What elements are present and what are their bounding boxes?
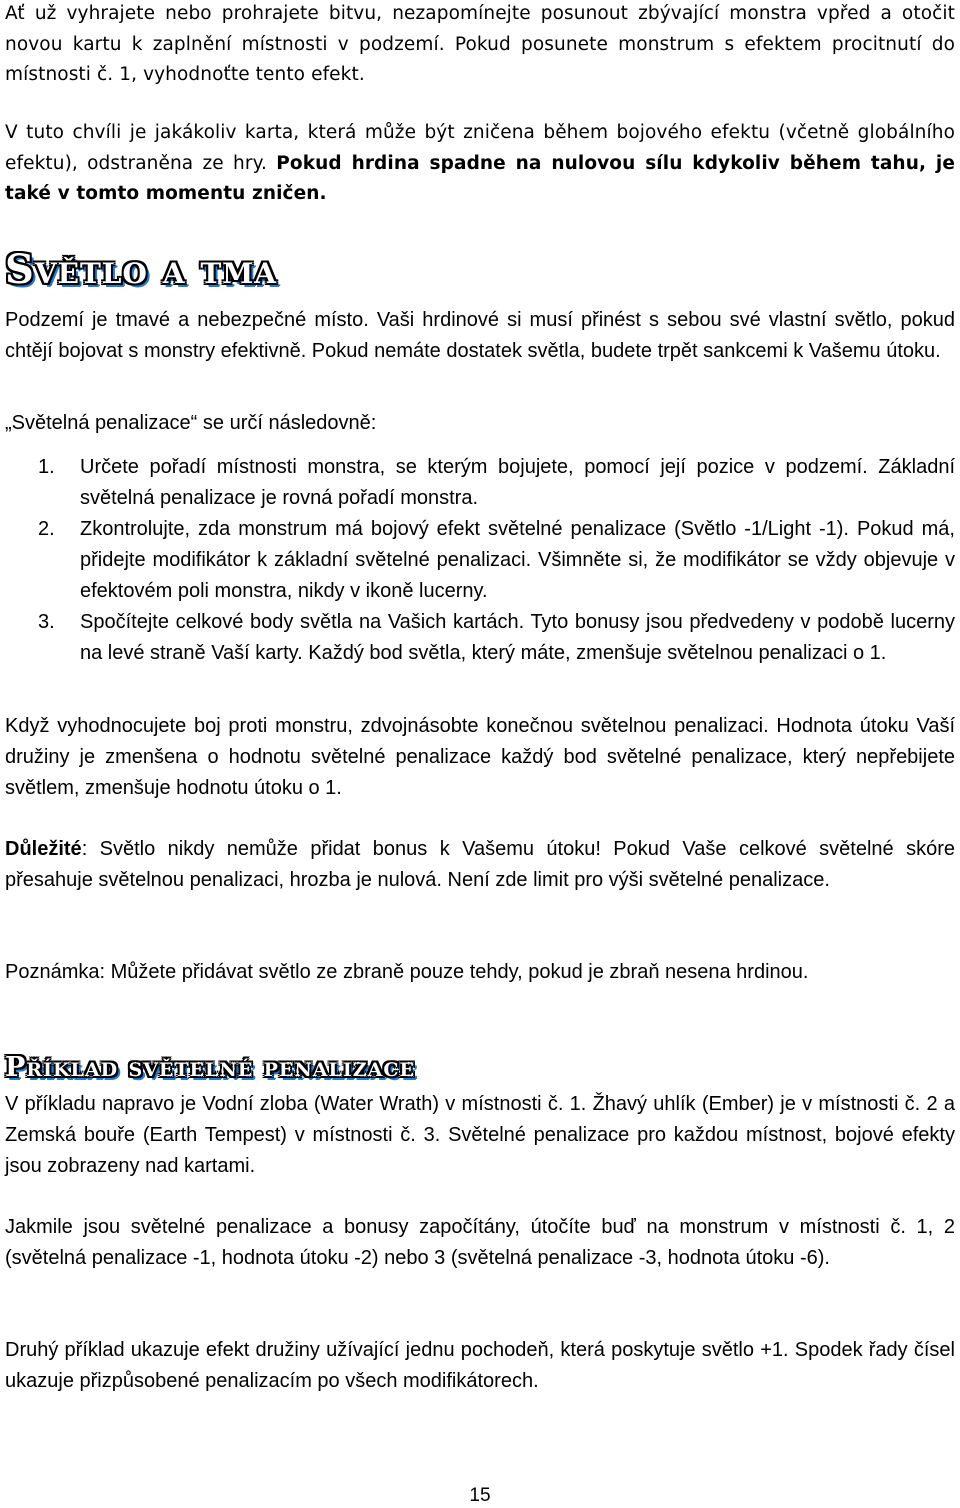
- light-intro-paragraph: Podzemí je tmavé a nebezpečné místo. Vaši hrdinové si musí přinést s sebou své vlastní světlo, pokud chtějí bojovat s monstry efektivně. Pokud nemáte dostatek světla, budete trpět sankcemi k Vašemu útoku.: [5, 309, 955, 362]
- intro-paragraph: Ať už vyhrajete nebo prohrajete bitvu, nezapomínejte posunout zbývající monstra vpřed a otočit novou kartu k zaplnění místnosti v podzemí. Pokud posunete monstrum s efektem procitnutí do místnosti č. 1, vyhodnoťte tento efekt.: [5, 3, 955, 85]
- step-text: Spočítejte celkové body světla na Vašich kartách. Tyto bonusy jsou předvedeny v podobě lucerny na levé straně Vaší karty. Každý bod světla, který máte, zmenšuje světelnou penalizaci o 1.: [80, 611, 955, 664]
- example-paragraph-1: V příkladu napravo je Vodní zloba (Water Wrath) v místnosti č. 1. Žhavý uhlík (Ember) je v místnosti č. 2 a Zemská bouře (Earth Tempest) v místnosti č. 3. Světelné penalizace pro každou místnost, bojové efekty jsou zobrazeny nad kartami.: [5, 1093, 955, 1177]
- note-paragraph: Poznámka: Můžete přidávat světlo ze zbraně pouze tehdy, pokud je zbraň nesena hrdinou.: [5, 961, 809, 983]
- step-text: Zkontrolujte, zda monstrum má bojový efekt světelné penalizace (Světlo -1/Light -1). Pokud má, přidejte modifikátor k základní světelné penalizaci. Všimněte si, že modifikátor se vždy objevuje v efektovém poli monstra, nikdy v ikoně lucerny.: [80, 518, 955, 602]
- important-text: : Světlo nikdy nemůže přidat bonus k Vašemu útoku! Pokud Vaše celkové světelné skóre přesahuje světelnou penalizaci, hrozba je nulová. Není zde limit pro výši světelné penalizace.: [5, 838, 955, 891]
- step-number: 3.: [38, 611, 55, 633]
- example-paragraph-3: Druhý příklad ukazuje efekt družiny užívající jednu pochodeň, která poskytuje světlo +1. Spodek řady čísel ukazuje přizpůsobené penalizacím po všech modifikátorech.: [5, 1339, 955, 1392]
- step-number: 1.: [38, 456, 55, 478]
- light-penalty-steps: [5, 452, 955, 669]
- intro-text: V tuto chvíli je jakákoliv karta, která může být zničena během bojového efektu (včetně globálního efektu), odstraněna ze hry.: [5, 122, 955, 174]
- list-item: [5, 514, 955, 607]
- combat-resolution-paragraph: Když vyhodnocujete boj proti monstru, zdvojnásobte konečnou světelnou penalizaci. Hodnota útoku Vaší družiny je zmenšena o hodnotu světelné penalizace každý bod světelné penalizace, který nepřebijete světlem, zmenšuje hodnotu útoku o 1.: [5, 715, 955, 799]
- intro-paragraph-2: [5, 118, 955, 210]
- important-label: Důležité: [5, 838, 82, 860]
- step-text: Určete pořadí místnosti monstra, se kterým bojujete, pomocí její pozice v podzemí. Základní světelná penalizace je rovná pořadí monstra.: [80, 456, 955, 509]
- page-number: 15: [469, 1485, 491, 1506]
- step-number: 2.: [38, 518, 55, 540]
- example-paragraph-2: Jakmile jsou světelné penalizace a bonusy započítány, útočíte buď na monstrum v místnosti č. 1, 2 (světelná penalizace -1, hodnota útoku -2) nebo 3 (světelná penalizace -3, hodnota útoku -6).: [5, 1216, 955, 1269]
- intro-bold-text: Pokud hrdina spadne na nulovou sílu kdykoliv během tahu, je také v tomto momentu zničen.: [5, 152, 956, 204]
- section-heading-light: Světlo a tma: [5, 246, 277, 293]
- list-item: [5, 452, 955, 514]
- important-paragraph: [5, 834, 955, 896]
- list-item: [5, 607, 955, 669]
- light-penalty-lead: „Světelná penalizace“ se určí následovně:: [5, 412, 377, 434]
- section-heading-example: Příklad světelné penalizace: [5, 1052, 415, 1083]
